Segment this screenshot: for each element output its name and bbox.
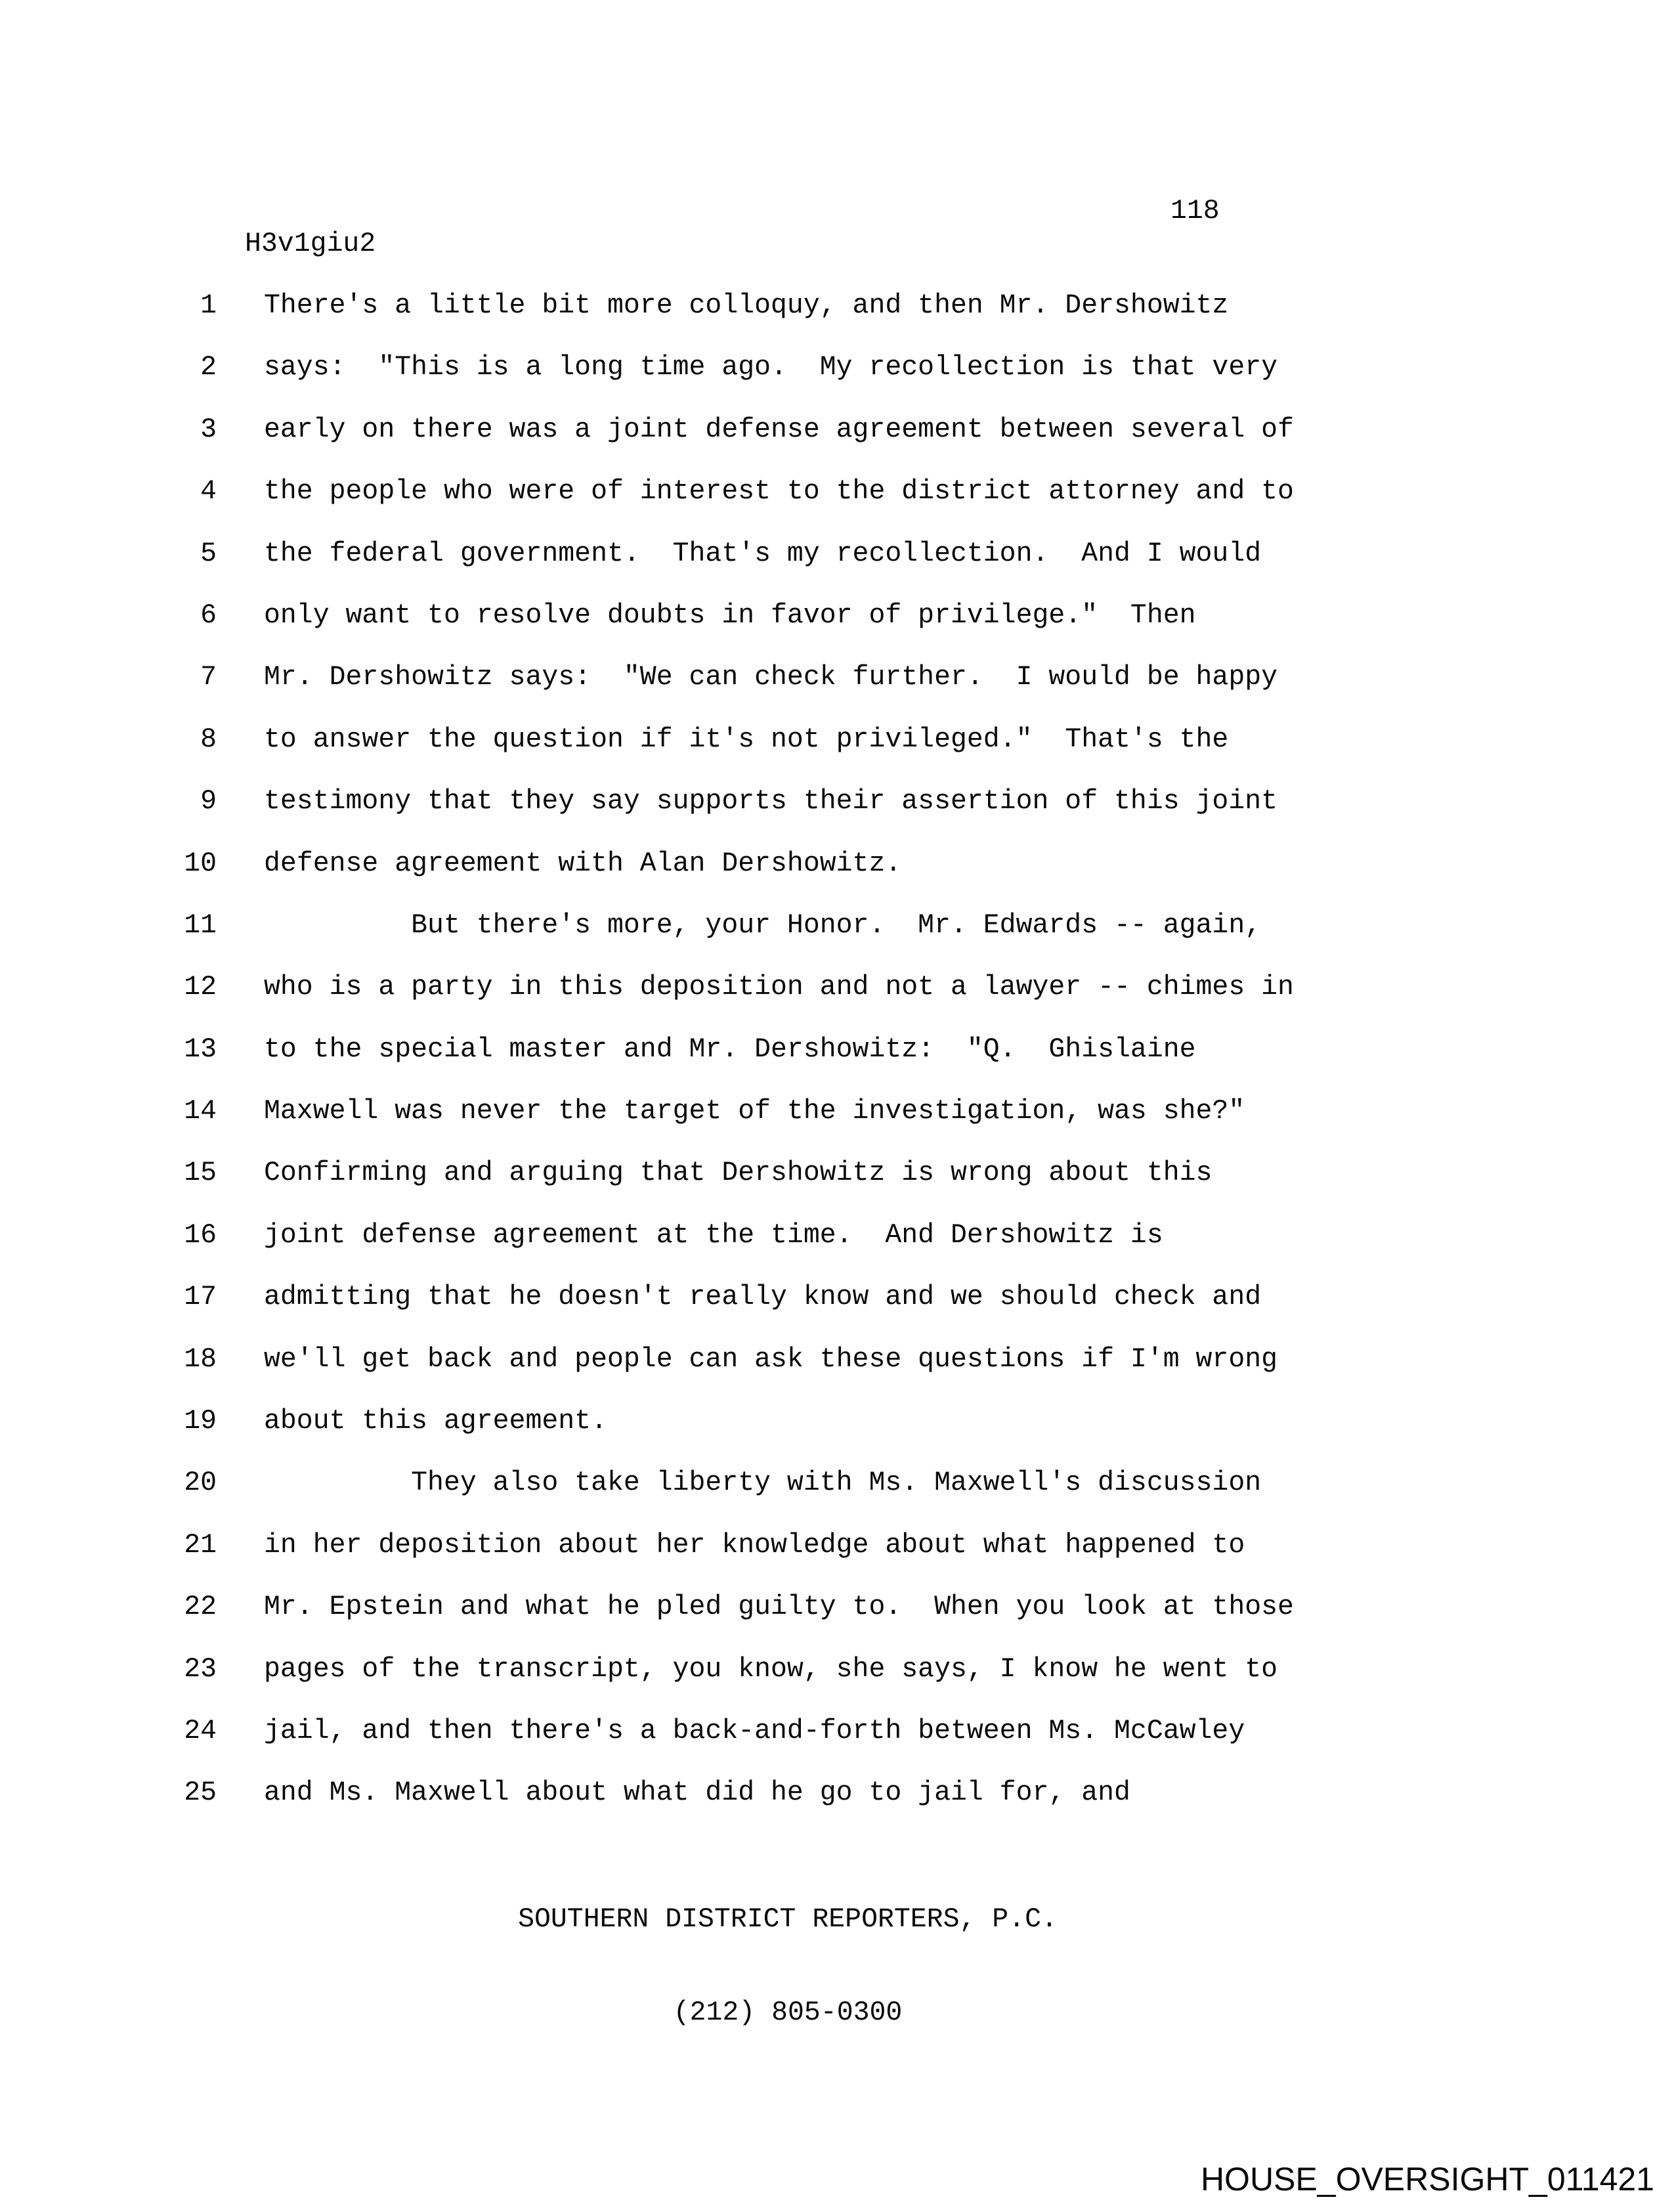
line-number: 24 xyxy=(184,1715,217,1746)
transcript-line xyxy=(0,461,1674,523)
transcript-line xyxy=(0,1391,1674,1452)
line-text: pages of the transcript, you know, she says, I know he went to xyxy=(264,1653,1278,1685)
transcript-line xyxy=(0,771,1674,833)
line-text: only want to resolve doubts in favor of privilege." Then xyxy=(264,599,1196,631)
line-text: and Ms. Maxwell about what did he go to jail for, and xyxy=(264,1777,1130,1809)
transcript-line xyxy=(0,1701,1674,1762)
reporter-phone: (212) 805-0300 xyxy=(673,1997,903,2029)
line-number: 10 xyxy=(184,848,217,879)
line-text: Mr. Epstein and what he pled guilty to. When you look at those xyxy=(264,1592,1294,1623)
line-number: 14 xyxy=(184,1096,217,1127)
line-number: 8 xyxy=(200,724,217,755)
transcript-line xyxy=(0,957,1674,1018)
line-text: the federal government. That's my recollection. And I would xyxy=(264,538,1262,569)
line-text: jail, and then there's a back-and-forth between Ms. McCawley xyxy=(264,1715,1245,1746)
transcript-line xyxy=(0,895,1674,957)
line-number: 12 xyxy=(184,972,217,1003)
transcript-line xyxy=(0,1081,1674,1142)
line-text: Maxwell was never the target of the investigation, was she?" xyxy=(264,1096,1245,1127)
line-number: 20 xyxy=(184,1467,217,1499)
transcript-line xyxy=(0,337,1674,399)
line-number: 23 xyxy=(184,1653,217,1685)
transcript-line xyxy=(0,647,1674,708)
line-number: 22 xyxy=(184,1592,217,1623)
transcript-line xyxy=(0,1329,1674,1391)
line-number: 19 xyxy=(184,1406,217,1437)
line-number: 3 xyxy=(200,414,217,445)
line-number: 9 xyxy=(200,786,217,817)
transcript-id: H3v1giu2 xyxy=(245,228,376,259)
line-text: we'll get back and people can ask these questions if I'm wrong xyxy=(264,1343,1278,1375)
transcript-line xyxy=(0,833,1674,895)
line-text: testimony that they say supports their assertion of this joint xyxy=(264,786,1278,817)
line-text: There's a little bit more colloquy, and then Mr. Dershowitz xyxy=(264,290,1229,321)
line-text: joint defense agreement at the time. And Dershowitz is xyxy=(264,1219,1163,1251)
line-number: 2 xyxy=(200,352,217,383)
line-number: 6 xyxy=(200,599,217,631)
transcript-lines xyxy=(0,275,1674,1825)
transcript-line xyxy=(0,523,1674,585)
line-number: 15 xyxy=(184,1158,217,1189)
line-number: 13 xyxy=(184,1033,217,1065)
line-number: 7 xyxy=(200,662,217,693)
transcript-line xyxy=(0,1762,1674,1824)
transcript-line xyxy=(0,1452,1674,1514)
line-text: They also take liberty with Ms. Maxwell's discussion xyxy=(264,1467,1262,1499)
line-text: in her deposition about her knowledge about what happened to xyxy=(264,1529,1245,1561)
transcript-line xyxy=(0,1205,1674,1267)
line-number: 21 xyxy=(184,1529,217,1561)
transcript-line xyxy=(0,1267,1674,1328)
line-text: says: "This is a long time ago. My recollection is that very xyxy=(264,352,1278,383)
line-text: about this agreement. xyxy=(264,1406,607,1437)
transcript-line xyxy=(0,1142,1674,1204)
line-text: to the special master and Mr. Dershowitz: "Q. Ghislaine xyxy=(264,1033,1196,1065)
reporter-footer xyxy=(0,1842,1576,2091)
line-number: 1 xyxy=(200,290,217,321)
line-number: 11 xyxy=(184,909,217,941)
transcript-line xyxy=(0,1515,1674,1576)
line-text: Confirming and arguing that Dershowitz is wrong about this xyxy=(264,1158,1213,1189)
transcript-line xyxy=(0,585,1674,647)
line-text: early on there was a joint defense agreement between several of xyxy=(264,414,1294,445)
line-number: 4 xyxy=(200,476,217,508)
line-text: defense agreement with Alan Dershowitz. xyxy=(264,848,902,879)
transcript-line xyxy=(0,709,1674,771)
line-number: 5 xyxy=(200,538,217,569)
bates-number: HOUSE_OVERSIGHT_011421 xyxy=(1200,2161,1654,2198)
line-number: 25 xyxy=(184,1777,217,1809)
line-text: to answer the question if it's not privileged." That's the xyxy=(264,724,1229,755)
line-text: the people who were of interest to the district attorney and to xyxy=(264,476,1294,508)
line-text: Mr. Dershowitz says: "We can check further. I would be happy xyxy=(264,662,1278,693)
line-text: who is a party in this deposition and not a lawyer -- chimes in xyxy=(264,972,1294,1003)
transcript-line xyxy=(0,1019,1674,1081)
line-number: 16 xyxy=(184,1219,217,1251)
page-number: 118 xyxy=(1170,196,1220,227)
line-text: But there's more, your Honor. Mr. Edwards -- again, xyxy=(264,909,1262,941)
transcript-line xyxy=(0,275,1674,337)
transcript-line xyxy=(0,1639,1674,1701)
line-number: 18 xyxy=(184,1343,217,1375)
transcript-line xyxy=(0,1576,1674,1638)
line-text: admitting that he doesn't really know and we should check and xyxy=(264,1282,1262,1313)
line-number: 17 xyxy=(184,1282,217,1313)
transcript-line xyxy=(0,399,1674,461)
reporter-name: SOUTHERN DISTRICT REPORTERS, P.C. xyxy=(518,1904,1058,1936)
